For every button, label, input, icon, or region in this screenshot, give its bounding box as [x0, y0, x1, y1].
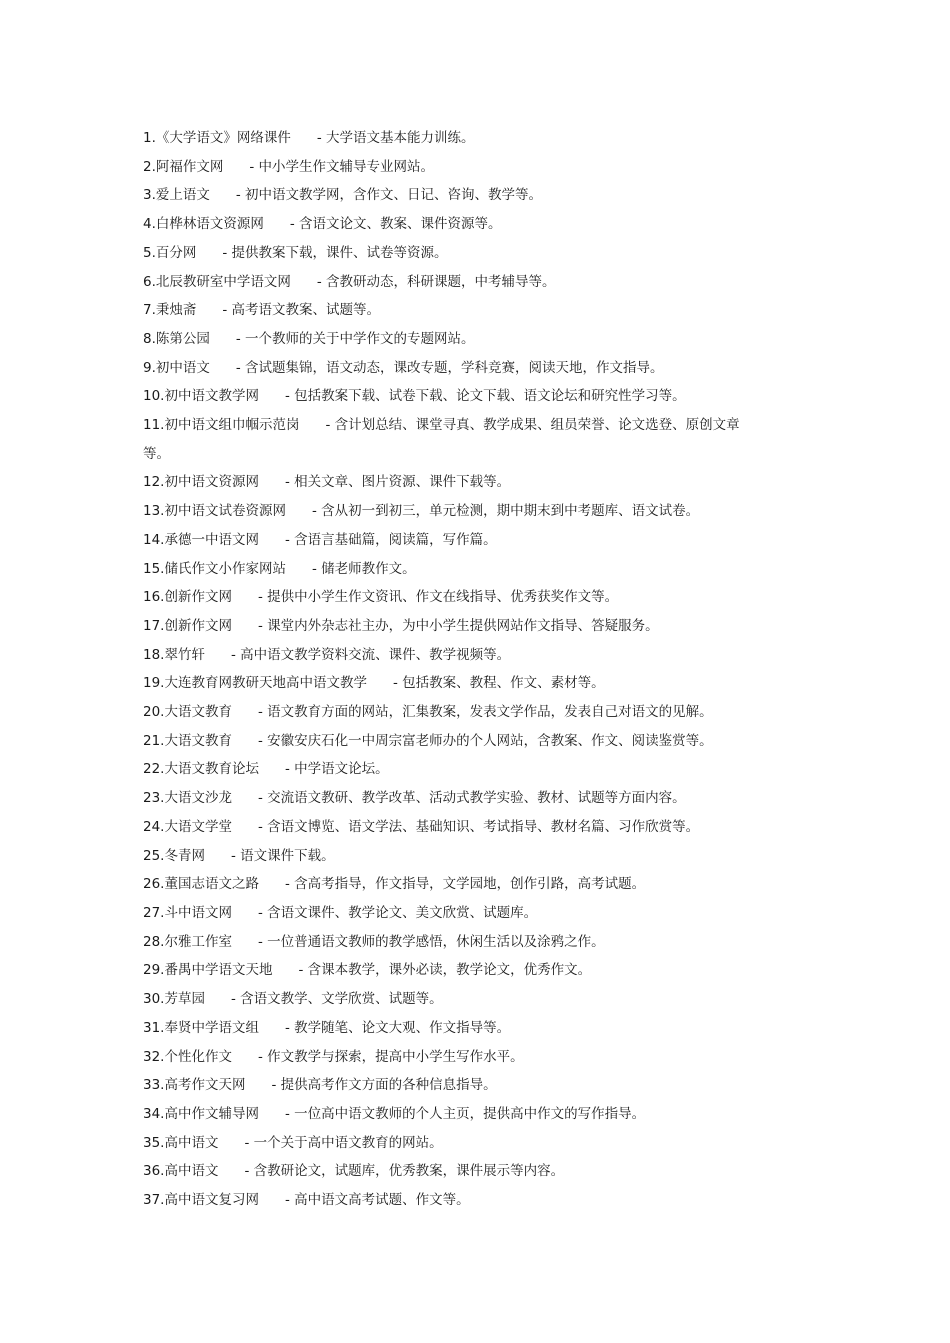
site-name: 个性化作文	[164, 1048, 232, 1065]
site-description: - 作文教学与探索，提高中小学生写作水平。	[257, 1048, 524, 1065]
site-name: 阿福作文网	[155, 158, 224, 175]
item-number: 11.	[143, 417, 165, 434]
item-number: 36.	[143, 1163, 165, 1180]
item-number: 5.	[143, 244, 156, 261]
site-name: 白桦林语文资源网	[155, 216, 264, 233]
site-description: - 含教研论文，试题库，优秀教案，课件展示等内容。	[244, 1163, 565, 1180]
site-description: - 含语文课件、教学论文、美文欣赏、试题库。	[257, 904, 538, 921]
site-description: - 课堂内外杂志社主办，为中小学生提供网站作文指导、答疑服务。	[257, 617, 659, 634]
site-description: - 含课本教学，课外必读，教学论文，优秀作文。	[298, 962, 592, 979]
site-description: - 语文课件下载。	[230, 847, 335, 864]
site-description: - 包括教案下载、试卷下载、论文下载、语文论坛和研究性学习等。	[284, 388, 686, 405]
list-item	[143, 727, 758, 756]
item-number: 31.	[143, 1019, 165, 1036]
item-number: 17.	[143, 617, 165, 634]
item-number: 7.	[143, 302, 156, 319]
item-number: 26.	[143, 876, 165, 893]
site-name: 储氏作文小作家网站	[164, 560, 286, 577]
item-number: 35.	[143, 1134, 165, 1151]
site-name: 番禺中学语文天地	[164, 962, 273, 979]
item-number: 8.	[143, 330, 156, 347]
list-item	[143, 124, 758, 153]
item-number: 33.	[143, 1077, 165, 1094]
item-number: 30.	[143, 991, 165, 1008]
site-description: - 提供教案下载，课件、试卷等资源。	[222, 244, 448, 261]
site-description: - 一位普通语文教师的教学感悟，休闲生活以及涂鸦之作。	[257, 933, 605, 950]
item-number: 19.	[143, 675, 165, 692]
site-description: - 高中语文教学资料交流、课件、教学视频等。	[230, 646, 511, 663]
item-number: 23.	[143, 790, 165, 807]
site-description: - 含高考指导，作文指导，文学园地，创作引路，高考试题。	[284, 876, 646, 893]
item-number: 28.	[143, 933, 165, 950]
list-item	[143, 382, 758, 411]
list-item	[143, 698, 758, 727]
site-name: 高中语文	[164, 1163, 219, 1180]
list-item	[143, 612, 758, 641]
list-item	[143, 956, 758, 985]
item-number: 4.	[143, 216, 156, 233]
site-description: - 包括教案、教程、作文、素材等。	[392, 675, 605, 692]
site-name: 大语文学堂	[164, 818, 232, 835]
site-name: 大连教育网教研天地高中语文教学	[164, 675, 367, 692]
site-name: 董国志语文之路	[164, 876, 259, 893]
site-name: 高中语文	[164, 1134, 219, 1151]
item-number: 20.	[143, 704, 165, 721]
item-number: 16.	[143, 589, 165, 606]
item-number: 25.	[143, 847, 165, 864]
list-item	[143, 153, 758, 182]
item-number: 24.	[143, 818, 165, 835]
item-number: 15.	[143, 560, 165, 577]
site-description: - 含试题集锦，语文动态，课改专题，学科竞赛，阅读天地，作文指导。	[235, 359, 664, 376]
list-item	[143, 354, 758, 383]
list-item	[143, 555, 758, 584]
list-item	[143, 497, 758, 526]
site-name: 大语文教育	[164, 704, 232, 721]
item-number: 2.	[143, 158, 156, 175]
website-list	[143, 124, 758, 1215]
site-description: - 含语言基础篇，阅读篇，写作篇。	[284, 531, 497, 548]
site-name: 高中作文辅导网	[164, 1105, 259, 1122]
list-item	[143, 325, 758, 354]
site-name: 初中语文组巾帼示范岗	[164, 417, 300, 434]
item-number: 12.	[143, 474, 165, 491]
item-number: 18.	[143, 646, 165, 663]
site-description: - 高中语文高考试题、作文等。	[284, 1192, 470, 1209]
list-item	[143, 1157, 758, 1186]
site-description: - 含计划总结、课堂寻真、教学成果、组员荣誉、论文选登、原创文章等。	[143, 417, 740, 462]
site-name: 爱上语文	[155, 187, 210, 204]
site-description: - 一位高中语文教师的个人主页，提供高中作文的写作指导。	[284, 1105, 646, 1122]
list-item	[143, 870, 758, 899]
site-description: - 初中语文教学网，含作文、日记、咨询、教学等。	[235, 187, 543, 204]
item-number: 13.	[143, 503, 165, 520]
site-description: - 交流语文教研、教学改革、活动式教学实验、教材、试题等方面内容。	[257, 790, 686, 807]
list-item	[143, 1186, 758, 1215]
site-description: - 含语文论文、教案、课件资源等。	[289, 216, 502, 233]
item-number: 1.	[143, 130, 156, 146]
list-item	[143, 1043, 758, 1072]
site-name: 初中语文	[155, 359, 210, 376]
site-name: 陈第公园	[155, 330, 210, 347]
list-item	[143, 641, 758, 670]
site-name: 初中语文教学网	[164, 388, 259, 405]
item-number: 3.	[143, 187, 156, 204]
site-description: - 高考语文教案、试题等。	[222, 302, 381, 319]
site-name: 大语文沙龙	[164, 790, 232, 807]
site-name: 尔雅工作室	[164, 933, 232, 950]
site-description: - 含从初一到初三，单元检测，期中期末到中考题库、语文试卷。	[311, 503, 700, 520]
list-item	[143, 755, 758, 784]
site-name: 大语文教育论坛	[164, 761, 259, 778]
site-name: 创新作文网	[164, 617, 232, 634]
site-name: 翠竹轩	[164, 646, 205, 663]
list-item	[143, 268, 758, 297]
site-name: 初中语文试卷资源网	[164, 503, 286, 520]
item-number: 9.	[143, 359, 156, 376]
site-description: - 中学语文论坛。	[284, 761, 389, 778]
list-item	[143, 181, 758, 210]
site-description: - 一个教师的关于中学作文的专题网站。	[235, 330, 475, 347]
site-name: 冬青网	[164, 847, 205, 864]
site-description: - 中小学生作文辅导专业网站。	[249, 158, 435, 175]
list-item	[143, 296, 758, 325]
item-number: 22.	[143, 761, 165, 778]
site-name: 大语文教育	[164, 732, 232, 749]
site-description: - 相关文章、图片资源、课件下载等。	[284, 474, 511, 491]
list-item	[143, 583, 758, 612]
site-description: - 含教研动态，科研课题，中考辅导等。	[316, 273, 556, 290]
item-number: 37.	[143, 1192, 165, 1209]
list-item	[143, 1100, 758, 1129]
site-description: - 语文教育方面的网站，汇集教案，发表文学作品，发表自己对语文的见解。	[257, 704, 713, 721]
item-number: 32.	[143, 1048, 165, 1065]
list-item	[143, 928, 758, 957]
list-item	[143, 239, 758, 268]
site-description: - 提供中小学生作文资讯、作文在线指导、优秀获奖作文等。	[257, 589, 619, 606]
site-description: - 安徽安庆石化一中周宗富老师办的个人网站，含教案、作文、阅读鉴赏等。	[257, 732, 713, 749]
item-number: 6.	[143, 273, 156, 290]
site-name: 高中语文复习网	[164, 1192, 259, 1209]
site-description: - 含语文博览、语文学法、基础知识、考试指导、教材名篇、习作欣赏等。	[257, 818, 700, 835]
item-number: 27.	[143, 904, 165, 921]
list-item	[143, 1129, 758, 1158]
list-item	[143, 1014, 758, 1043]
site-name: 奉贤中学语文组	[164, 1019, 259, 1036]
item-number: 10.	[143, 388, 165, 405]
list-item	[143, 669, 758, 698]
list-item	[143, 468, 758, 497]
site-description: - 大学语文基本能力训练。	[316, 130, 475, 146]
site-name: 高考作文天网	[164, 1077, 246, 1094]
list-item	[143, 784, 758, 813]
site-name: 秉烛斋	[155, 302, 197, 319]
list-item	[143, 899, 758, 928]
site-description: - 含语文教学、文学欣赏、试题等。	[230, 991, 443, 1008]
site-description: - 教学随笔、论文大观、作文指导等。	[284, 1019, 511, 1036]
site-name: 《大学语文》网络课件	[155, 130, 291, 146]
site-name: 初中语文资源网	[164, 474, 259, 491]
site-name: 承德一中语文网	[164, 531, 259, 548]
site-name: 芳草园	[164, 991, 205, 1008]
site-description: - 提供高考作文方面的各种信息指导。	[271, 1077, 497, 1094]
site-name: 北辰教研室中学语文网	[155, 273, 291, 290]
site-name: 百分网	[155, 244, 197, 261]
site-description: - 一个关于高中语文教育的网站。	[244, 1134, 443, 1151]
list-item	[143, 985, 758, 1014]
item-number: 14.	[143, 531, 165, 548]
list-item	[143, 1071, 758, 1100]
site-name: 斗中语文网	[164, 904, 232, 921]
list-item	[143, 526, 758, 555]
site-name: 创新作文网	[164, 589, 232, 606]
list-item	[143, 842, 758, 871]
list-item	[143, 411, 758, 468]
item-number: 21.	[143, 732, 165, 749]
item-number: 29.	[143, 962, 165, 979]
site-description: - 储老师教作文。	[311, 560, 416, 577]
item-number: 34.	[143, 1105, 165, 1122]
list-item	[143, 813, 758, 842]
list-item	[143, 210, 758, 239]
